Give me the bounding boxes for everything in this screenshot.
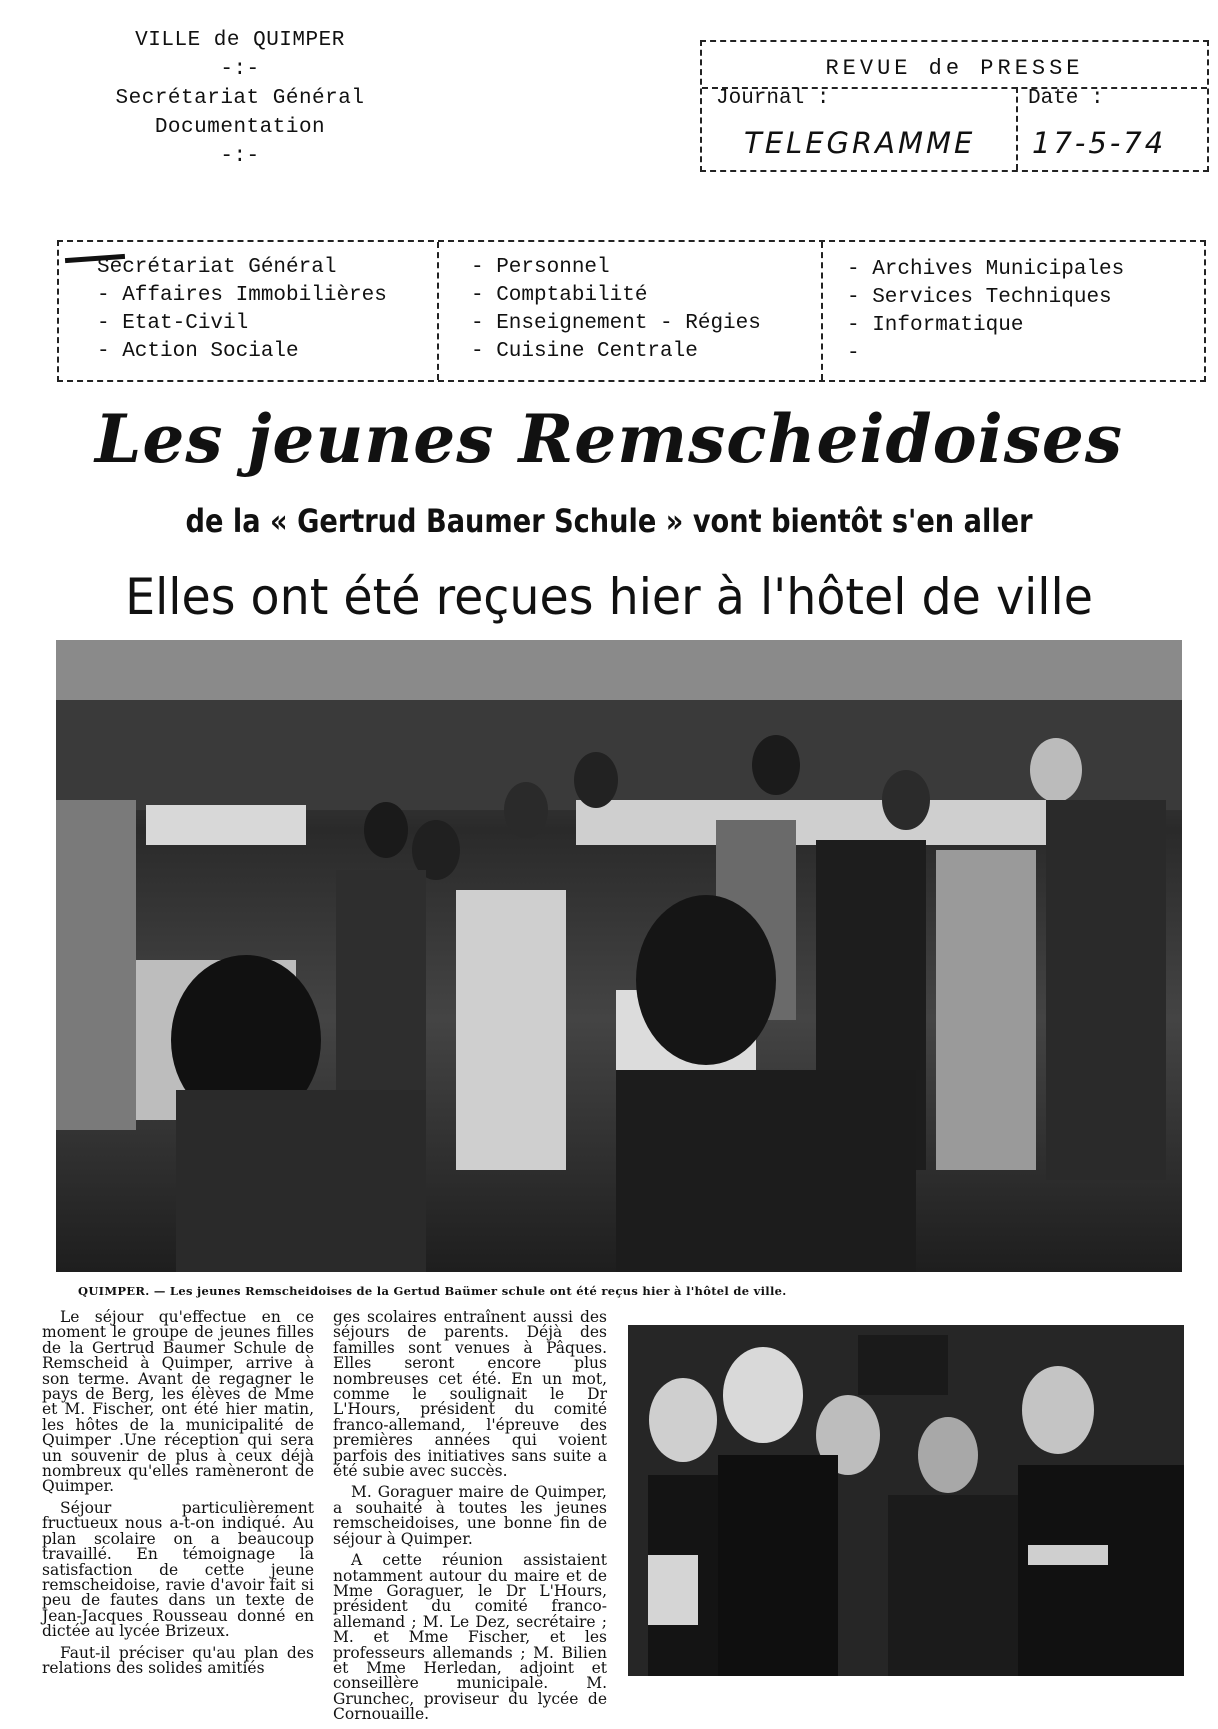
article-paragraph: ges scolaires entraînent aussi des séjours de parents. Déjà des familles sont venues à Pâques. Elles seront encore plus nombreuses cet été. En un mot, comme le soulignait le Dr L'Hours, président du comité franco-allemand, l'épreuve des premières années qui voient parfois des initiatives sans suite a été subie avec succès. xyxy=(333,1308,607,1481)
separator: -:- xyxy=(220,58,260,81)
services-column-1 xyxy=(97,254,387,366)
service-item: - Cuisine Centrale xyxy=(471,340,698,363)
article-column-1 xyxy=(42,1310,314,1682)
photo-caption: QUIMPER. — Les jeunes Remscheidoises de la Gertud Baümer schule ont été reçus hier à l'hôtel de ville. xyxy=(78,1284,787,1298)
service-item: - Etat-Civil xyxy=(97,312,249,335)
reception-photo xyxy=(56,640,1182,1272)
service-item: - Services Techniques xyxy=(847,286,1112,309)
divider xyxy=(821,242,823,380)
date-value: 17-5-74 xyxy=(1032,126,1167,160)
service-item: - Personnel xyxy=(471,256,610,279)
divider xyxy=(1016,87,1018,170)
article-column-2 xyxy=(333,1310,607,1729)
article-paragraph: Séjour particulièrement fructueux nous a-t-on indiqué. Au plan scolaire on a beaucoup travaillé. En témoignage la satisfaction de cette jeune remscheidoise, ravie d'avoir fait si peu de fautes dans un texte de Jean-Jacques Rousseau donné en dictée au lycée Brizeux. xyxy=(42,1498,314,1641)
service-item: - Action Sociale xyxy=(97,340,299,363)
article-paragraph: Faut-il préciser qu'au plan des relations des solides amitiés xyxy=(42,1643,314,1677)
service-item: - Affaires Immobilières xyxy=(97,284,387,307)
article-subheadline: de la « Gertrud Baumer Schule » vont bientôt s'en aller xyxy=(185,502,1033,540)
article-headline: Les jeunes Remscheidoises xyxy=(94,400,1124,478)
article-paragraph: A cette réunion assistaient notamment autour du maire et de Mme Goraguer, le Dr L'Hours, président du comité franco-allemand ; M. Le Dez, secrétaire ; M. et Mme Fischer, et les professeurs allemands ; M. Bilien et Mme Herledan, adjoint et conseillère municipale. M. Grunchec, proviseur du lycée de Cornouaille. xyxy=(333,1551,607,1724)
services-box xyxy=(57,240,1206,382)
services-column-2 xyxy=(471,254,761,366)
service-item: - Comptabilité xyxy=(471,284,648,307)
reception-photo-graphic xyxy=(56,640,1182,1272)
service-item: - Informatique xyxy=(847,314,1024,337)
service-name: Documentation xyxy=(154,116,326,139)
article-paragraph: Le séjour qu'effectue en ce moment le groupe de jeunes filles de la Gertrud Baumer Schule de Remscheid à Quimper, arrive à son terme. Avant de regagner le pays de Berg, les élèves de Mme et M. Fischer, ont été hier matin, les hôtes de la municipalité de Quimper .Une réception qui sera un souvenir de plus à ceux déjà nombreux qu'elles ramèneront de Quimper. xyxy=(42,1308,314,1496)
date-label: Date : xyxy=(1028,87,1104,110)
article-deck: Elles ont été reçues hier à l'hôtel de ville xyxy=(125,568,1093,626)
department-name: Secrétariat Général xyxy=(115,87,365,110)
services-column-3 xyxy=(847,256,1124,368)
journal-label: Journal : xyxy=(716,87,830,110)
press-review-box xyxy=(700,40,1209,172)
officials-photo xyxy=(628,1325,1184,1676)
divider xyxy=(437,242,439,380)
service-item: - Archives Municipales xyxy=(847,258,1125,281)
service-item: - Enseignement - Régies xyxy=(471,312,761,335)
press-review-title: REVUE de PRESSE xyxy=(825,56,1084,81)
journal-value: TELEGRAMME xyxy=(744,126,976,160)
issuer-header xyxy=(90,26,390,171)
separator: -:- xyxy=(220,145,260,168)
service-item: - xyxy=(847,342,860,365)
article-paragraph: M. Goraguer maire de Quimper, a souhaité à toutes les jeunes remscheidoises, une bonne fin de séjour à Quimper. xyxy=(333,1483,607,1548)
city-name: VILLE de QUIMPER xyxy=(135,29,345,52)
service-item: Secrétariat Général xyxy=(97,256,337,279)
officials-photo-graphic xyxy=(628,1325,1184,1676)
